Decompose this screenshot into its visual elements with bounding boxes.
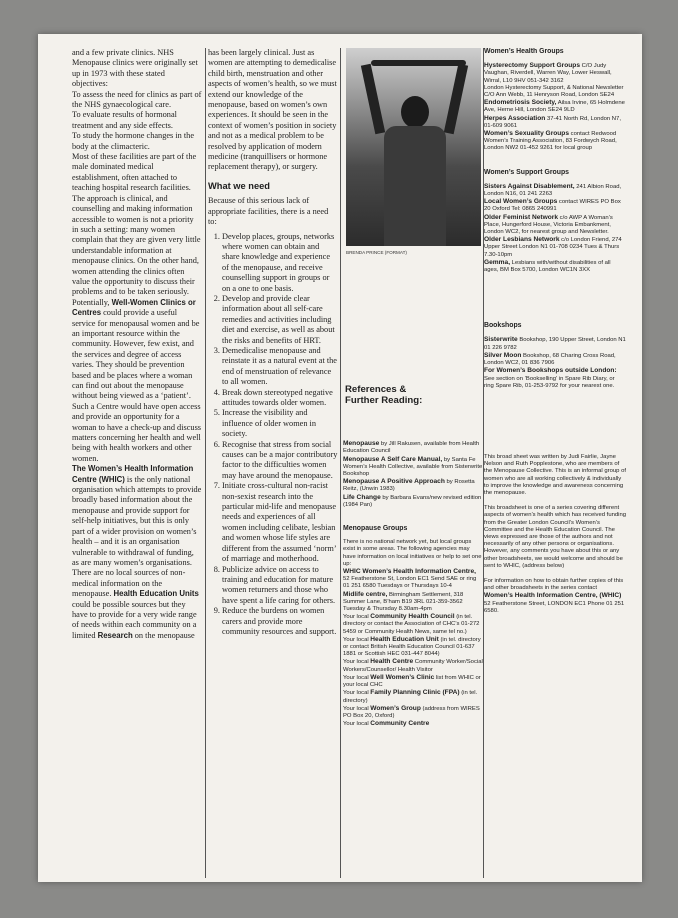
contact-entry: Your local Well Women’s Clinic list from WHIC or your local CHC	[343, 673, 481, 689]
column-divider	[205, 48, 206, 878]
list-item: 8. Publicize advice on access to training and education for mature women returners and those who have spent a life caring for others.	[222, 565, 338, 607]
womens-support-groups-heading: Women’s Support Groups	[484, 168, 569, 176]
paragraph: Potentially, Well-Women Clinics or Centres could provide a useful service for menopausal women and be an important resource within the community. However, few exist, and the services and degree of access varies. They should be prevention based and be places where a woman can find out about the menopause without being viewed as a ‘patient’. Such a Centre would have open access and provide an opportunity for a woman to have a check-up and discuss matters concerning her health and well being with health workers and other women.	[72, 297, 202, 463]
bold-term: Research	[97, 630, 133, 640]
objective: To assess the need for clinics as part of the NHS gynaecological care.	[72, 89, 202, 110]
contact-entry: Gemma, Lesbians with/without disabilities of all ages, BM Box 5700, London WC1N 3XX	[484, 258, 611, 274]
contact-entry: Your local Health Centre Community Worker/Social Workers/Counsellor/ Health Visitor	[343, 658, 483, 673]
contact-entry: London Hysterectomy Support, & National Newsletter C/O Ann Webb, 11 Henryson Road, London SE24	[484, 84, 624, 99]
list-item: 1. Develop places, groups, networks where women can obtain and share knowledge and experience of the menopause, and receive counselling support in groups or on a one to one basis.	[222, 232, 338, 294]
objective: To evaluate results of hormonal treatment and any side effects.	[72, 110, 177, 130]
reference: Menopause A Positive Approach by Rosetta Reitz, (Unwin 1983)	[343, 478, 475, 493]
contact-entry: Sisterwrite Bookshop, 190 Upper Street, London N1 01 226 9782	[484, 336, 626, 351]
section-heading: What we need	[208, 180, 270, 191]
contact-entry: WHIC Women’s Health Information Centre, 52 Featherstone St, London EC1 Send SAE or ring 01 251 6580 Tuesdays or Thursdays 10-4	[343, 568, 477, 590]
contact-entry: For Women’s Bookshops outside London:	[484, 367, 617, 375]
photo-woman-exercising	[346, 48, 481, 246]
bold-term: The Women’s Health Information Centre (WHIC)	[72, 464, 194, 484]
contact-entry: Hysterectomy Support Groups C/O Judy Vaughan, Riverdell, Warren Way, Lower Heswall, Wirral, L10 9HV 051-342 3162	[484, 62, 612, 84]
paragraph: and a few private clinics. NHS Menopause clinics were originally set up in 1973 with these stated objectives:	[72, 48, 198, 89]
credit-paragraph: This broad sheet was written by Judi Fairlie, Jayne Nelson and Ruth Popplestone, who are members of the Menopause Collective. This is an informal group of women who are all working collectively & individually to improve the knowledge and awareness concerning the menopause.	[484, 453, 626, 496]
bold-term: Well-Women Clinics or Centres	[72, 297, 196, 318]
contact-entry: Your local Community Health Council (in tel. directory or contact the Association of CHC’s 01-272 5459 or Community Health News, same tel no.)	[343, 613, 480, 635]
contact-entry: Older Lesbians Network c/o London Friend, 274 Upper Street London N1 01-708 0234 Tues & Thurs 7.30-10pm	[484, 236, 622, 258]
column-4	[484, 48, 626, 880]
column-1	[72, 48, 202, 880]
contact-entry: Sisters Against Disablement, 241 Albion Road, London N16, 01 241 2263	[484, 182, 622, 198]
references-heading: References & Further Reading:	[345, 384, 423, 407]
paragraph: The Women’s Health Information Centre (WHIC) is the only national organisation which attempts to provide broadly based information about the menopause and provide support for self-help initiatives, but this is only part of a wider provision on women’s health – and it is an organisation vulnerable to withdrawal of funding, as are many women’s organisations. There are no local sources of non-medical information on the menopause. Health Education Units could be possible sources but they have to provide for a very wide range of needs within each community on a limited Research on the menopause	[72, 464, 202, 640]
objective: To study the hormone changes in the body at the climacteric.	[72, 131, 195, 151]
list-item: 3. Demedicalise menopause and reinstate it as a natural event at the end of menstruation of relevance to all women.	[222, 346, 338, 388]
photo-caption: BRENDA PRINCE (FORMAT)	[346, 250, 407, 255]
paragraph: There is no national network yet, but local groups exist in some areas. The following agencies may have information on local initiatives or help to set one up:	[343, 539, 482, 567]
contact-entry: Your local Women’s Group (address from WIRES PO Box 20, Oxford)	[343, 704, 480, 719]
column-divider	[340, 48, 341, 878]
bold-term: Health Education Units	[113, 589, 199, 599]
list-item: 4. Break down stereotyped negative attitudes towards older women.	[222, 388, 338, 409]
contact-entry: Midlife centre, Birmingham Settlement, 318 Summer Lane, B’ham B19 3RL 021-359-3562 Tuesday & Thursday 8.30am-4pm	[343, 590, 464, 613]
contact-entry: Herpes Association 37-41 North Rd, London N7, 01-609 9061	[484, 114, 621, 129]
info-paragraph: For information on how to obtain further copies of this and other broadsheets in the series contact Women’s Health Information Centre, (WHIC) 52 Featherstone Street, LONDON EC1 Phone 01 251 6580.	[484, 577, 625, 614]
contact-entry: Your local Community Centre	[343, 720, 430, 728]
contact-entry: Endometriosis Society, Ailsa Irvine, 65 Holmdene Ave, Herne Hill, London SE24 9LD	[484, 99, 625, 114]
list-item: 2. Develop and provide clear information about all self-care remedies and activities including diet and exercise, as well as about the risks and benefits of HRT.	[222, 294, 338, 346]
series-paragraph: This broadsheet is one of a series covering different aspects of women’s health which has received funding from the Greater London Council’s Women’s Committee and the Health Education Council. The views expressed are those of the authors and not necessarily of any other persons or organisations. However, any comments you have about this or any other broadsheets, we would welcome and should be sent to WHIC, (address below)	[484, 505, 626, 569]
list-item: 6. Recognise that stress from social causes can be a major contributory factor to the difficulties women may have around the menopause.	[222, 440, 338, 482]
menopause-groups-heading: Menopause Groups	[343, 525, 408, 533]
contact-entry: Older Feminist Network c/o AWP A Woman’s Place, Hungerford House, Victoria Embankment, London WC2, for nearest group and Newsletter.	[484, 213, 613, 236]
contact-entry: Women’s Sexuality Groups contact Redwood Women’s Training Association, 83 Fordwych Road, London NW2 01-452 9261 for local group	[484, 130, 617, 152]
list-item: 7. Initiate cross-cultural non-racist non-sexist research into the particular mid-life and menopause needs and experiences of all women including celibate, lesbian and women whose life styles are different from the assumed ‘norm’ of marriage and motherhood.	[222, 481, 338, 564]
contact-entry: See section on ‘Bookselling’ in Spare Rib Diary, or ring Spare Rib, 01-253-9792 for your nearest one.	[484, 375, 615, 389]
paragraph: Because of this serious lack of appropriate facilities, there is a need to:	[208, 196, 329, 227]
contact-entry: Your local Family Planning Clinic (FPA) (in tel. directory)	[343, 689, 478, 704]
broadsheet-page	[38, 34, 642, 882]
reference: Menopause by Jill Rakusen, available from Health Education Council	[343, 440, 480, 455]
list-item: 9. Reduce the burdens on women carers and provide more community resources and support.	[222, 606, 338, 637]
womens-health-groups-heading: Women’s Health Groups	[484, 48, 564, 55]
reference: Life Change by Barbara Evans/new revised edition (1984 Pan)	[343, 493, 482, 508]
contact-entry: Silver Moon Bookshop, 68 Charing Cross Road, London WC2, 01 836 7906	[484, 351, 616, 367]
needs-list	[208, 232, 338, 638]
paragraph: Most of these facilities are part of the male dominated medical establishment, often attached to teaching hospital research facilities. The approach is clinical, and counselling and making information accessible to women is not a priority in such a setting: many women complain that they are given very little understandable information at menopause clinics. On the other hand, women attending the clinics often value the opportunity to discuss their problems and to be taken seriously.	[72, 152, 201, 297]
column-3	[343, 48, 483, 880]
reference: Menopause A Self Care Manual, by Santa Fe Women’s Health Collective, available from Sisterwrite Bookshop	[343, 455, 483, 478]
contact-entry: Local Women’s Groups contact WIRES PO Box 20 Oxford Tel: 0865 240991	[484, 198, 621, 213]
list-item: 5. Increase the visibility and influence of older women in society.	[222, 408, 338, 439]
paragraph: has been largely clinical. Just as women are attempting to demedicalise child birth, menstruation and other aspects of women’s health, so we must extend our knowledge of the menopause, based on women’s own experiences. It should be seen in the context of women’s position in society and not as a medical problem to be resolved by application of modern medicine (tranquillisers or hormone replacement therapy), or surgery.	[208, 48, 337, 172]
column-2	[208, 48, 338, 880]
bookshops-heading: Bookshops	[484, 322, 522, 330]
contact-entry: Your local Health Education Unit (in tel. directory or contact British Health Education Council 01-637 1881 or Scottish HEC 031-447 8044)	[343, 635, 481, 658]
